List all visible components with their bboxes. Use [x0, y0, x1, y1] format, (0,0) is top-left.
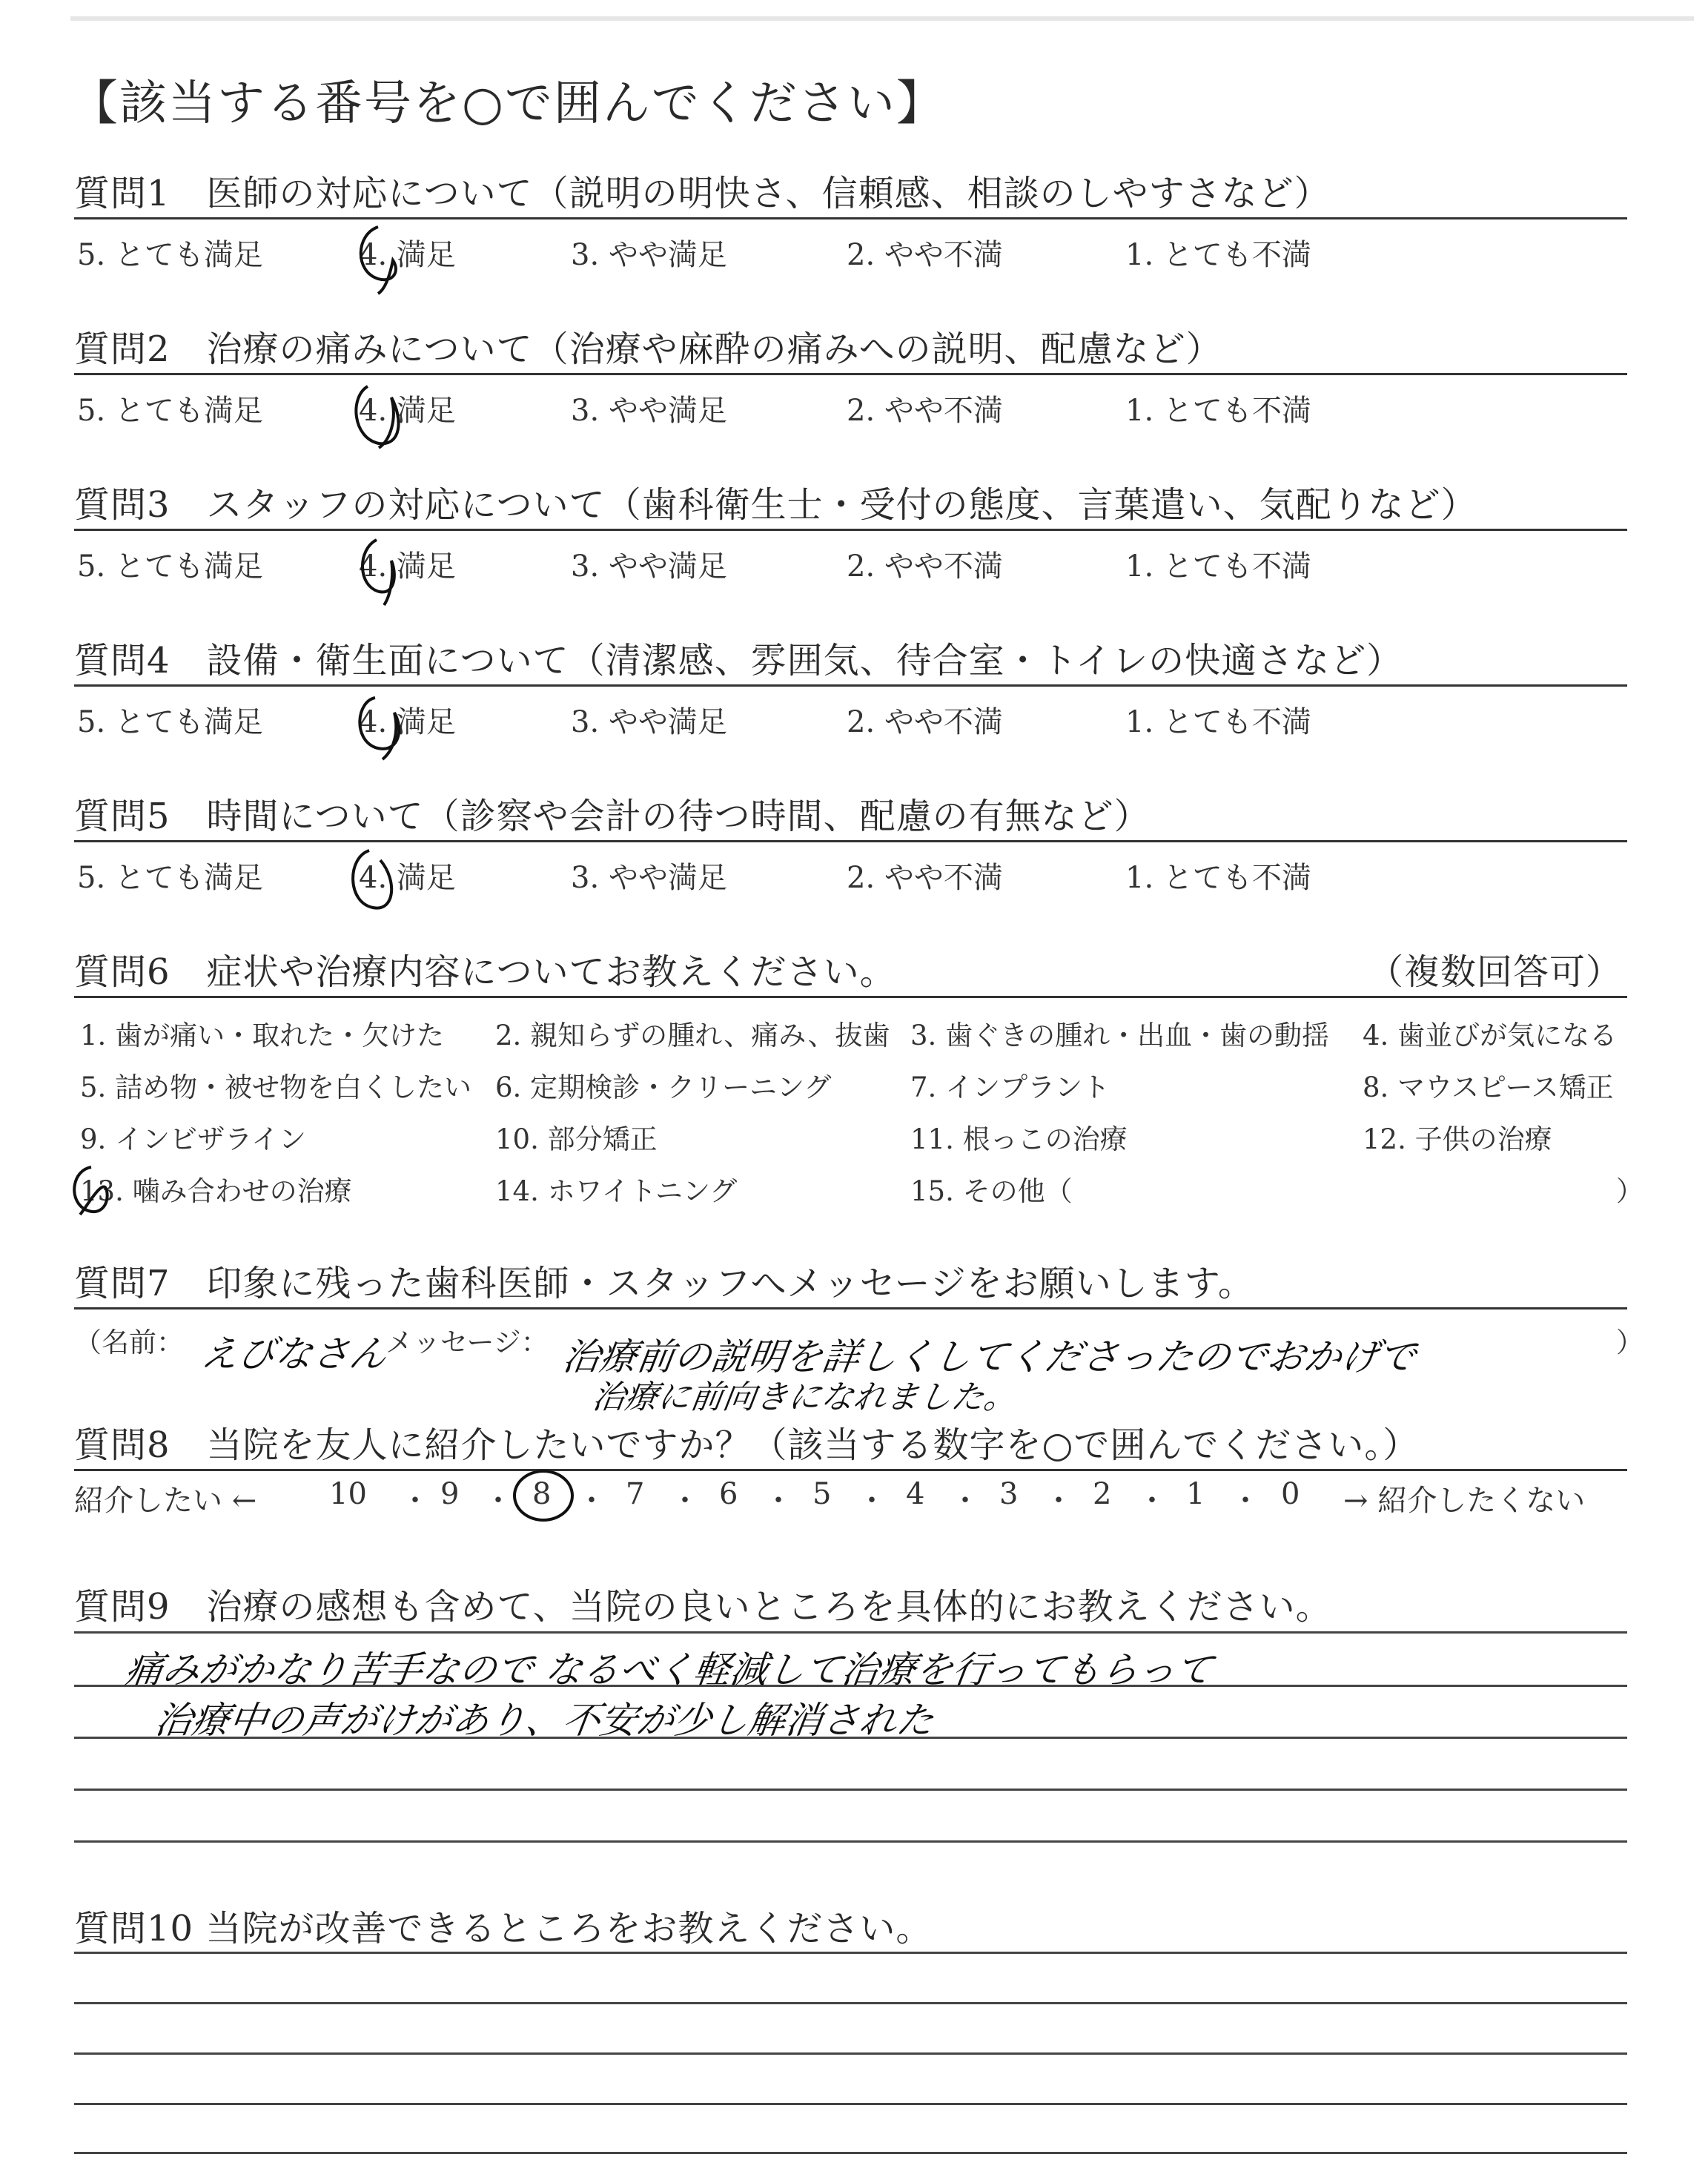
- q3-option-2[interactable]: 2. やや不満: [847, 549, 1003, 584]
- q8-scale-dot: ・: [857, 1484, 887, 1518]
- q8-scale-0[interactable]: 0: [1281, 1477, 1300, 1511]
- q6-option-5[interactable]: 5. 詰め物・被せ物を白くしたい: [80, 1071, 472, 1103]
- q6-selection-circle: [65, 1161, 117, 1221]
- page-title: 【該当する番号を○で囲んでください】: [70, 76, 945, 131]
- q8-scale-2[interactable]: 2: [1093, 1477, 1112, 1511]
- q2-option-4[interactable]: 4. 満足: [359, 394, 456, 428]
- q4-rule: [74, 684, 1627, 687]
- q8-left-label: 紹介したい ←: [74, 1484, 257, 1518]
- q8-scale-3[interactable]: 3: [999, 1477, 1019, 1511]
- q6-option-11[interactable]: 11. 根っこの治療: [910, 1123, 1128, 1155]
- q6-option-6[interactable]: 6. 定期検診・クリーニング: [495, 1071, 832, 1103]
- q3-option-5[interactable]: 5. とても満足: [77, 549, 263, 584]
- q7-name-value[interactable]: えびなさん: [198, 1332, 390, 1375]
- q8-scale-dot: ・: [1044, 1484, 1073, 1518]
- q4-option-5[interactable]: 5. とても満足: [77, 705, 263, 739]
- q8-scale-dot: ・: [670, 1484, 700, 1518]
- q8-scale-9[interactable]: 9: [440, 1477, 460, 1511]
- q1-option-1[interactable]: 1. とても不満: [1125, 238, 1311, 272]
- q1-option-4[interactable]: 4. 満足: [359, 238, 456, 272]
- q8-scale-dot: ・: [1137, 1484, 1167, 1518]
- q8-scale-dot: ・: [483, 1484, 513, 1518]
- q6-option-1[interactable]: 1. 歯が痛い・取れた・欠けた: [80, 1020, 445, 1051]
- q8-scale-dot: ・: [950, 1484, 980, 1518]
- q8-scale-dot: ・: [400, 1484, 430, 1518]
- q5-selection-circle: [340, 839, 414, 921]
- q5-option-3[interactable]: 3. やや満足: [571, 861, 727, 895]
- q8-scale-dot: ・: [764, 1484, 793, 1518]
- q8-heading: 質問8 当院を友人に紹介したいですか？（該当する数字を○で囲んでください。）: [74, 1424, 1420, 1466]
- q7-rule: [74, 1307, 1627, 1309]
- q5-rule: [74, 840, 1627, 842]
- q8-scale-6[interactable]: 6: [719, 1477, 738, 1511]
- q9-answer-line-5: [74, 1840, 1627, 1843]
- q6-heading: 質問6 症状や治療内容についてお教えください。: [74, 951, 896, 993]
- q8-scale-1[interactable]: 1: [1186, 1477, 1205, 1511]
- q1-option-3[interactable]: 3. やや満足: [571, 238, 727, 272]
- q5-option-2[interactable]: 2. やや不満: [847, 861, 1003, 895]
- q4-option-3[interactable]: 3. やや満足: [571, 705, 727, 739]
- q8-scale-7[interactable]: 7: [626, 1477, 645, 1511]
- q6-option-15[interactable]: 15. その他（: [910, 1175, 1073, 1207]
- q8-scale-8[interactable]: 8: [532, 1477, 552, 1511]
- q1-heading: 質問1 医師の対応について（説明の明快さ、信頼感、相談のしやすさなど）: [74, 173, 1331, 214]
- q9-answer-text-1[interactable]: 痛みがかなり苦手なので なるべく軽減して治療を行ってもらって: [122, 1648, 1216, 1691]
- top-border: [70, 16, 1694, 21]
- q2-option-1[interactable]: 1. とても不満: [1125, 394, 1311, 428]
- q5-option-1[interactable]: 1. とても不満: [1125, 861, 1311, 895]
- q9-answer-line-1: [74, 1631, 1627, 1634]
- q9-answer-text-2[interactable]: 治療中の声がけがあり、不安が少し解消された: [152, 1699, 937, 1742]
- q3-option-4[interactable]: 4. 満足: [359, 549, 456, 584]
- q10-answer-line-1: [74, 1952, 1627, 1954]
- q8-scale-4[interactable]: 4: [906, 1477, 925, 1511]
- q6-multiple-note: （複数回答可）: [1368, 951, 1623, 993]
- q6-option-10[interactable]: 10. 部分矯正: [495, 1123, 658, 1155]
- q6-option-14[interactable]: 14. ホワイトニング: [495, 1175, 738, 1207]
- q4-option-4[interactable]: 4. 満足: [359, 705, 456, 739]
- q3-option-1[interactable]: 1. とても不満: [1125, 549, 1311, 584]
- q2-selection-circle: [345, 375, 420, 457]
- q8-scale-10[interactable]: 10: [329, 1477, 367, 1511]
- q6-option-2[interactable]: 2. 親知らずの腫れ、痛み、抜歯: [495, 1020, 890, 1051]
- q2-option-3[interactable]: 3. やや満足: [571, 394, 727, 428]
- q7-close-paren: ）: [1616, 1327, 1644, 1358]
- q6-option-4[interactable]: 4. 歯並びが気になる: [1363, 1020, 1618, 1051]
- q3-selection-circle: [348, 531, 415, 612]
- q2-rule: [74, 373, 1627, 375]
- q2-heading: 質問2 治療の痛みについて（治療や麻酔の痛みへの説明、配慮など）: [74, 328, 1222, 370]
- q6-option-8[interactable]: 8. マウスピース矯正: [1363, 1071, 1614, 1103]
- q1-option-2[interactable]: 2. やや不満: [847, 238, 1003, 272]
- q7-message-label: メッセージ：: [385, 1327, 549, 1358]
- q8-rule: [74, 1469, 1627, 1471]
- q8-right-label: → 紹介したくない: [1343, 1484, 1586, 1518]
- q1-rule: [74, 217, 1627, 219]
- q1-selection-circle: [348, 219, 415, 301]
- q7-name-label: （名前：: [74, 1327, 184, 1358]
- q10-answer-line-5: [74, 2152, 1627, 2154]
- q2-option-5[interactable]: 5. とても満足: [77, 394, 263, 428]
- q10-answer-line-2: [74, 2002, 1627, 2004]
- q6-option-3[interactable]: 3. 歯ぐきの腫れ・出血・歯の動揺: [910, 1020, 1330, 1051]
- q8-scale-dot: ・: [577, 1484, 606, 1518]
- q3-rule: [74, 529, 1627, 531]
- q5-option-4[interactable]: 4. 満足: [359, 861, 456, 895]
- q4-option-1[interactable]: 1. とても不満: [1125, 705, 1311, 739]
- q4-selection-circle: [345, 687, 420, 768]
- q7-heading: 質問7 印象に残った歯科医師・スタッフへメッセージをお願いします。: [74, 1263, 1254, 1304]
- q4-heading: 質問4 設備・衛生面について（清潔感、雰囲気、待合室・トイレの快適さなど）: [74, 640, 1403, 681]
- q10-answer-line-3: [74, 2052, 1627, 2055]
- q3-option-3[interactable]: 3. やや満足: [571, 549, 727, 584]
- q8-scale-5[interactable]: 5: [812, 1477, 832, 1511]
- q10-heading: 質問10 当院が改善できるところをお教えください。: [74, 1908, 933, 1949]
- q10-answer-line-4: [74, 2103, 1627, 2105]
- q6-other-close-paren: ）: [1616, 1175, 1644, 1207]
- q8-selection-circle: [513, 1470, 574, 1522]
- q6-option-7[interactable]: 7. インプラント: [910, 1071, 1110, 1103]
- q6-option-12[interactable]: 12. 子供の治療: [1363, 1123, 1552, 1155]
- q6-option-13[interactable]: 13. 噛み合わせの治療: [80, 1175, 352, 1207]
- q7-message-line2[interactable]: 治療に前向きになれました。: [589, 1378, 1019, 1416]
- q9-heading: 質問9 治療の感想も含めて、当院の良いところを具体的にお教えください。: [74, 1586, 1332, 1628]
- q6-option-9[interactable]: 9. インビザライン: [80, 1123, 306, 1155]
- q3-heading: 質問3 スタッフの対応について（歯科衛生士・受付の態度、言葉遣い、気配りなど）: [74, 484, 1477, 526]
- q8-scale-dot: ・: [1231, 1484, 1260, 1518]
- q5-option-5[interactable]: 5. とても満足: [77, 861, 263, 895]
- q7-message-line1[interactable]: 治療前の説明を詳しくしてくださったのでおかげで: [560, 1335, 1419, 1378]
- q4-option-2[interactable]: 2. やや不満: [847, 705, 1003, 739]
- q9-answer-line-4: [74, 1789, 1627, 1791]
- q1-option-5[interactable]: 5. とても満足: [77, 238, 263, 272]
- q2-option-2[interactable]: 2. やや不満: [847, 394, 1003, 428]
- q6-rule: [74, 996, 1627, 998]
- q5-heading: 質問5 時間について（診察や会計の待つ時間、配慮の有無など）: [74, 796, 1151, 837]
